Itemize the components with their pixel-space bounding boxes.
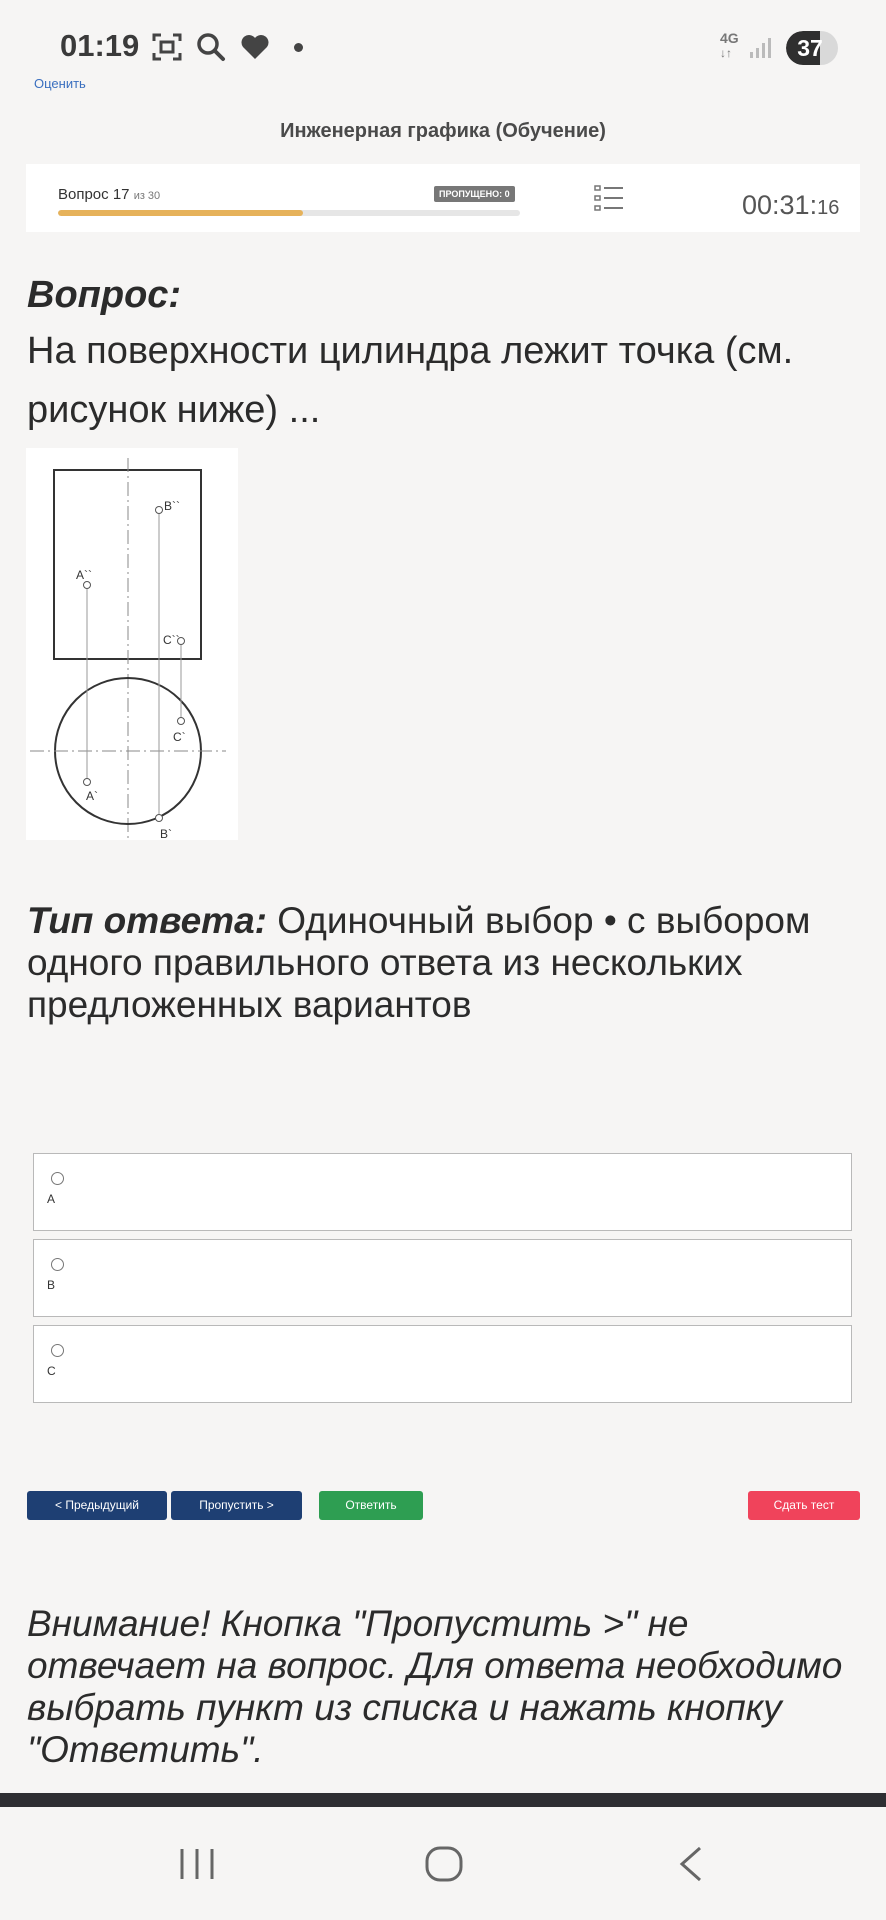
option-a[interactable]	[33, 1153, 852, 1231]
nav-divider	[0, 1793, 886, 1807]
back-icon[interactable]	[676, 1845, 706, 1883]
battery-indicator	[786, 31, 838, 65]
label-c-top: C`	[173, 730, 186, 744]
rate-link[interactable]: Оценить	[34, 76, 86, 91]
course-title: Инженерная графика (Обучение)	[280, 120, 606, 142]
label-b-front: B``	[164, 499, 180, 513]
option-b-label: B	[47, 1278, 56, 1292]
question-heading: Вопрос:	[27, 274, 182, 316]
answer-type	[27, 900, 867, 1026]
timer-main: 00:31:	[742, 190, 818, 220]
question-list-icon[interactable]	[594, 184, 624, 212]
finish-test-button[interactable]: Сдать тест	[748, 1491, 860, 1520]
option-c[interactable]	[33, 1325, 852, 1403]
option-c-label: C	[47, 1364, 56, 1378]
question-total: из 30	[133, 190, 161, 202]
question-number: Вопрос 17	[58, 186, 130, 203]
option-b-radio[interactable]	[51, 1258, 64, 1271]
answer-type-text: Одиночный выбор • с выбором одного правильного ответа из нескольких предложенных вариантов	[27, 900, 811, 1025]
skipped-badge: ПРОПУЩЕНО: 0	[434, 186, 515, 202]
progress-card	[26, 164, 860, 232]
progress-bar-fill	[58, 210, 303, 216]
answer-type-label: Тип ответа:	[27, 900, 267, 941]
label-a-top: A`	[86, 789, 98, 803]
screenshot-icon	[152, 33, 182, 61]
timer	[742, 190, 839, 221]
recent-apps-icon[interactable]	[178, 1845, 216, 1883]
cylinder-drawing	[26, 448, 238, 840]
battery-level: 37	[797, 35, 823, 61]
label-c-front: C``	[163, 633, 180, 647]
question-figure	[26, 448, 238, 840]
option-a-label: A	[47, 1192, 56, 1206]
question-counter	[58, 186, 160, 203]
network-type: 4G ↓↑	[720, 30, 739, 60]
search-icon	[196, 32, 226, 62]
home-icon[interactable]	[424, 1845, 464, 1883]
option-b[interactable]	[33, 1239, 852, 1317]
previous-button[interactable]: < Предыдущий	[27, 1491, 167, 1520]
system-nav-bar	[0, 1807, 886, 1920]
progress-bar	[58, 210, 520, 216]
heart-icon	[240, 33, 270, 61]
answer-button[interactable]: Ответить	[319, 1491, 423, 1520]
label-b-top: B`	[160, 827, 172, 840]
signal-icon	[750, 36, 776, 58]
option-a-radio[interactable]	[51, 1172, 64, 1185]
skip-button[interactable]: Пропустить >	[171, 1491, 302, 1520]
status-notification-icons	[152, 32, 303, 62]
option-c-radio[interactable]	[51, 1344, 64, 1357]
question-text: На поверхности цилиндра лежит точка (см. рисунок ниже) ...	[27, 330, 794, 431]
notification-dot-icon	[294, 43, 303, 52]
skip-warning: Внимание! Кнопка "Пропустить >" не отвечает на вопрос. Для ответа необходимо выбрать пункт из списка и нажать кнопку "Ответить".	[27, 1603, 843, 1770]
timer-seconds: 16	[817, 197, 840, 219]
label-a-front: A``	[76, 568, 92, 582]
status-time: 01:19	[60, 28, 140, 63]
